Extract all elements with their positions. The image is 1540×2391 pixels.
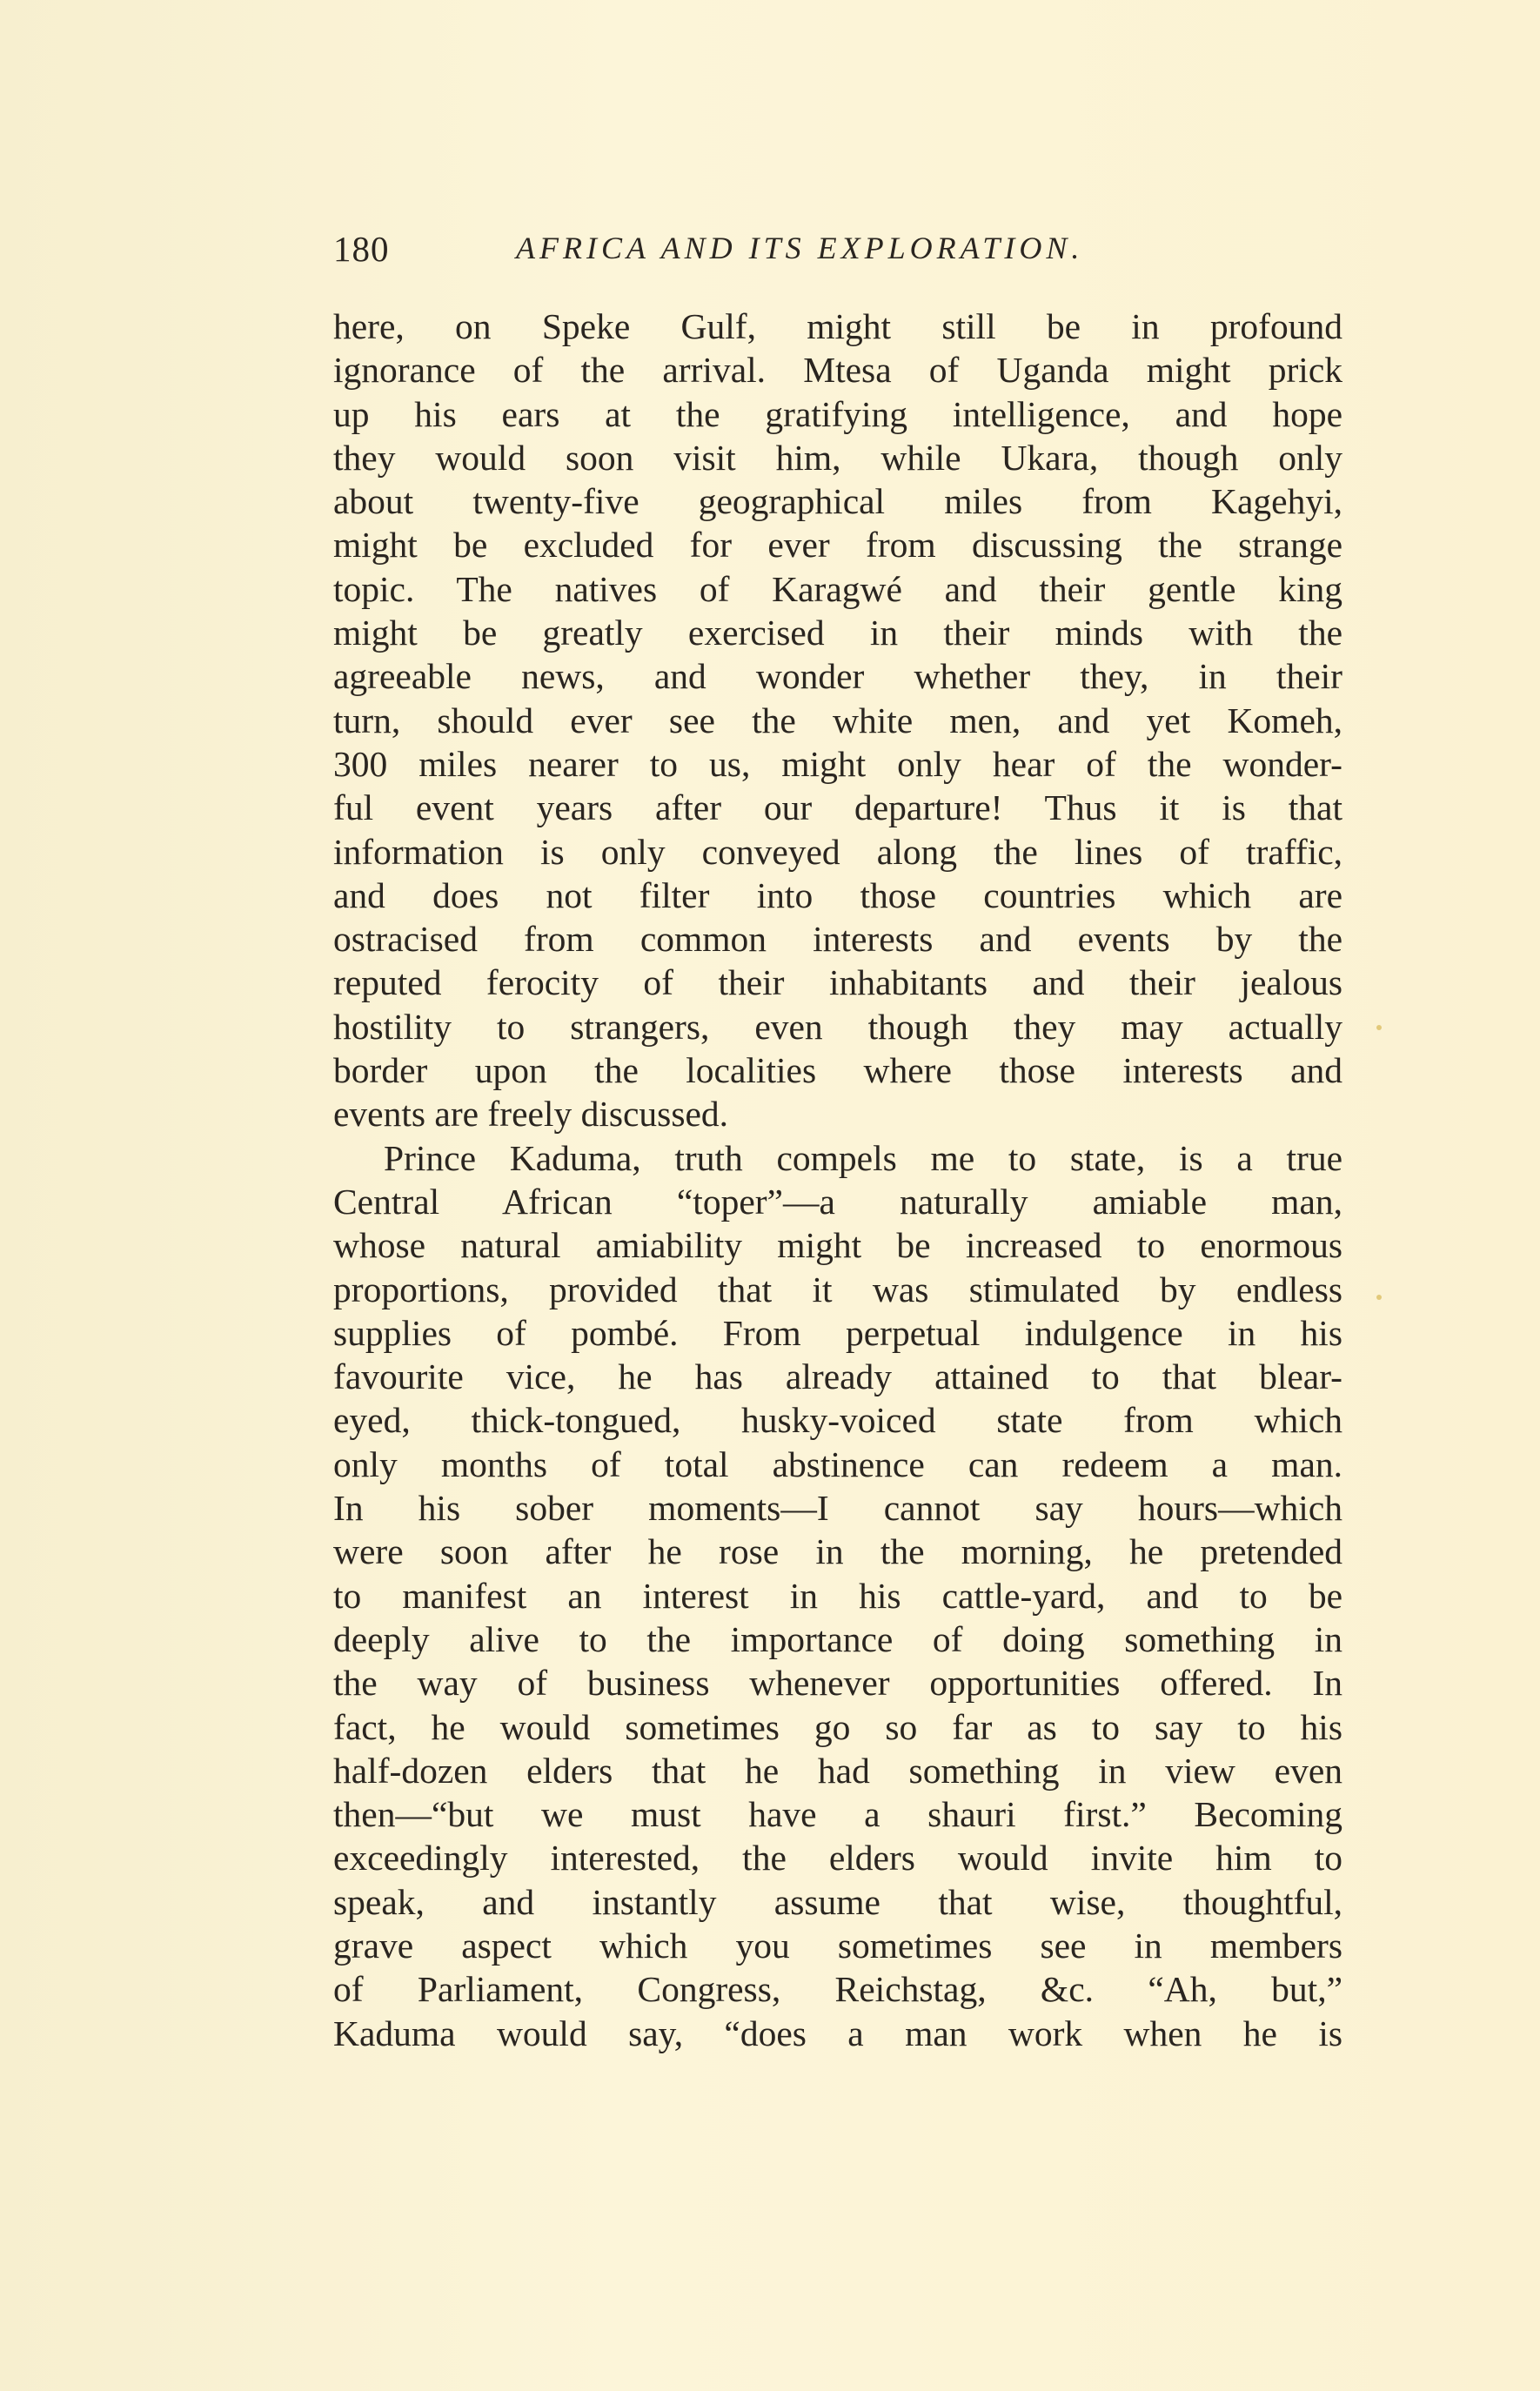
text-line: favourite vice, he has already attained to that blear- [333,1356,1342,1397]
text-line: ful event years after our departure! Thus it is that [333,787,1342,828]
text-line: In his sober moments—I cannot say hours—which [333,1488,1342,1529]
text-line: half-dozen elders that he had something in view even [333,1750,1342,1791]
text-line: hostility to strangers, even though they may actually [333,1006,1342,1047]
text-line: the way of business whenever opportunities offered. In [333,1663,1342,1704]
text-line: here, on Speke Gulf, might still be in profound [333,306,1342,346]
paragraph-start-line: Prince Kaduma, truth compels me to state, is a true [384,1137,1342,1178]
text-line: turn, should ever see the white men, and yet Komeh, [333,700,1342,740]
paragraph-end-line: events are freely discussed. [333,1094,729,1135]
page-header [333,228,1334,280]
text-line: might be greatly exercised in their minds with the [333,613,1342,653]
margin-speck [1376,1295,1382,1300]
text-line: then—“but we must have a shauri first.” Becoming [333,1794,1342,1835]
text-line: were soon after he rose in the morning, he pretended [333,1531,1342,1572]
text-line: speak, and instantly assume that wise, thoughtful, [333,1881,1342,1922]
text-line: proportions, provided that it was stimulated by endless [333,1269,1342,1309]
text-line: deeply alive to the importance of doing something in [333,1618,1342,1659]
text-line: grave aspect which you sometimes see in members [333,1925,1342,1966]
text-line: reputed ferocity of their inhabitants and their jealous [333,962,1342,1003]
text-line: Kaduma would say, “does a man work when he is [333,2013,1342,2053]
text-line: of Parliament, Congress, Reichstag, &c. “Ah, but,” [333,1969,1342,2010]
text-line: might be excluded for ever from discussing the strange [333,525,1342,566]
text-line: topic. The natives of Karagwé and their gentle king [333,568,1342,609]
margin-speck [1376,1025,1382,1030]
text-line: 300 miles nearer to us, might only hear of the wonder- [333,743,1342,784]
text-line: Central African “toper”—a naturally amiable man, [333,1181,1342,1222]
text-line: and does not filter into those countries which are [333,874,1342,915]
text-line: agreeable news, and wonder whether they, in their [333,656,1342,697]
text-line: up his ears at the gratifying intelligence, and hope [333,393,1342,434]
text-line: to manifest an interest in his cattle-yard, and to be [333,1575,1342,1616]
body-text [333,305,1342,2055]
text-line: fact, he would sometimes go so far as to say to his [333,1706,1342,1747]
text-line: whose natural amiability might be increased to enormous [333,1225,1342,1266]
text-line: information is only conveyed along the lines of traffic, [333,831,1342,872]
text-line: border upon the localities where those interests and [333,1050,1342,1091]
text-line: ignorance of the arrival. Mtesa of Uganda might prick [333,350,1342,391]
text-line: only months of total abstinence can redeem a man. [333,1443,1342,1484]
text-line: ostracised from common interests and events by the [333,919,1342,960]
text-line: they would soon visit him, while Ukara, though only [333,437,1342,478]
text-line: eyed, thick-tongued, husky-voiced state from which [333,1400,1342,1441]
running-head: AFRICA AND ITS EXPLORATION. [516,231,1084,265]
text-line: about twenty-five geographical miles from Kagehyi, [333,481,1342,522]
page-number: 180 [333,229,390,269]
text-line: exceedingly interested, the elders would invite him to [333,1838,1342,1879]
text-line: supplies of pombé. From perpetual indulgence in his [333,1312,1342,1353]
